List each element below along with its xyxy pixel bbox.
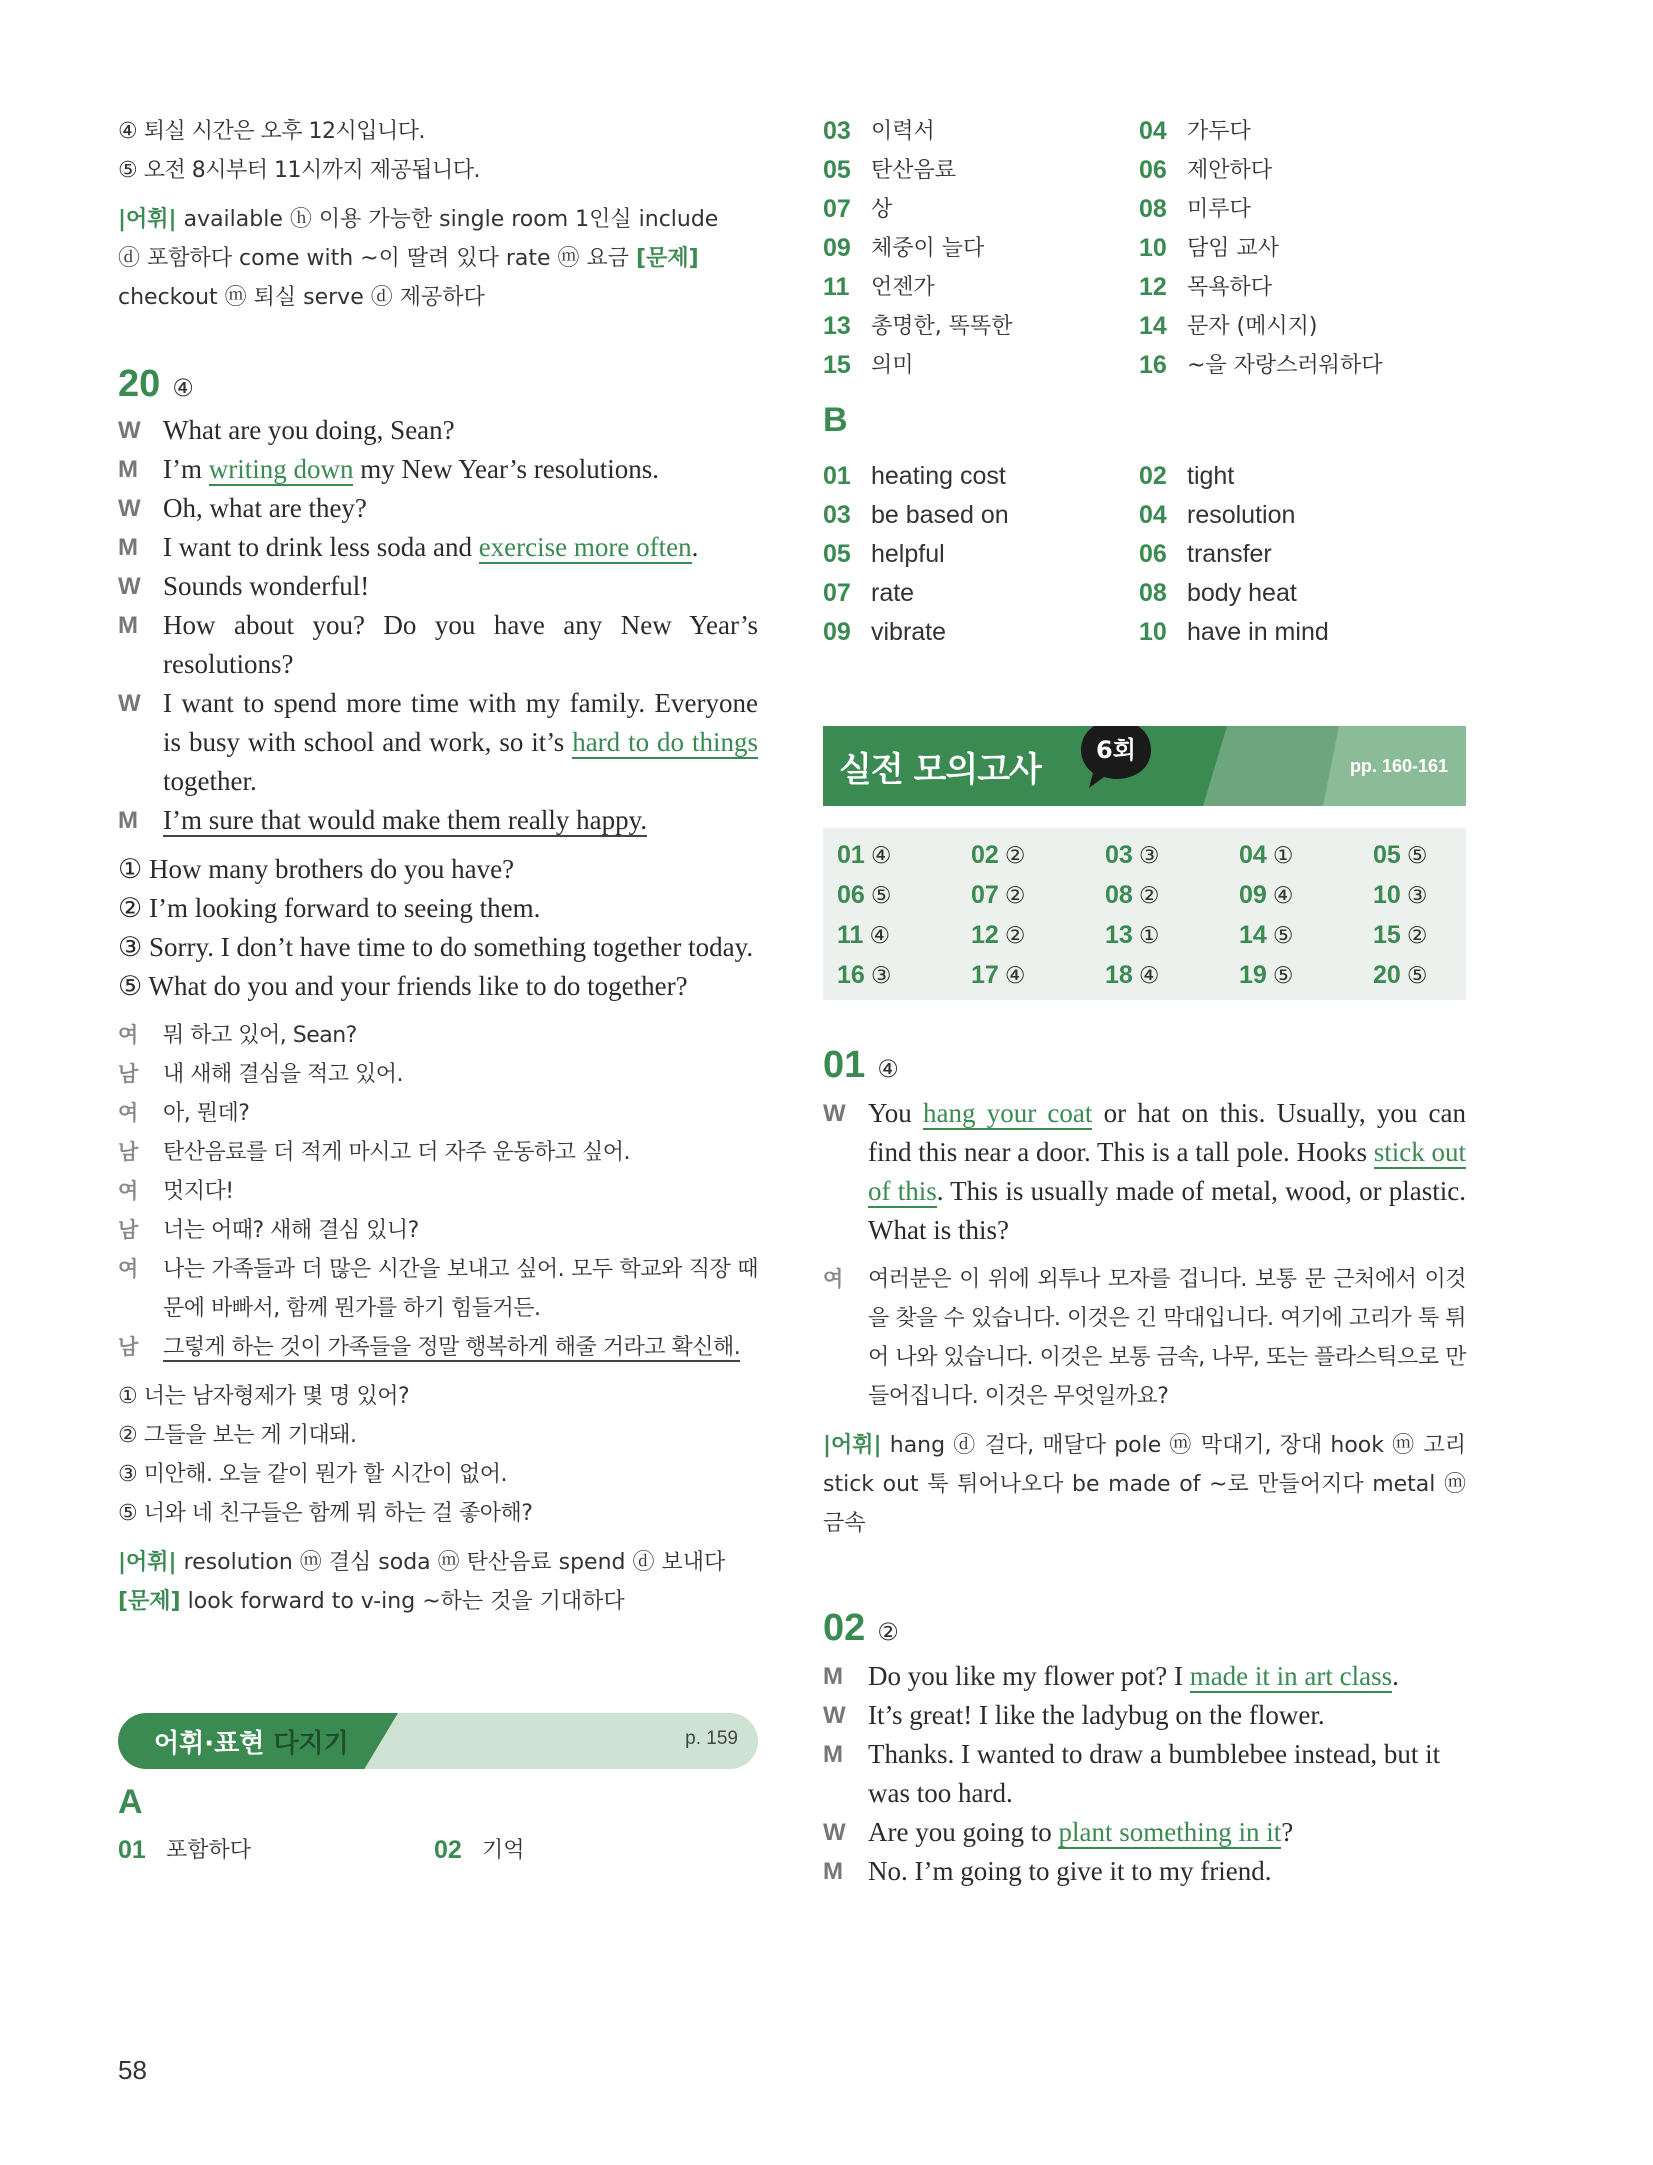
translation-line [118, 1094, 758, 1133]
dialogue-text: Do you like my flower pot? I [868, 1661, 1190, 1691]
answer-number: 20 [1373, 961, 1401, 989]
item-number: 10 [1139, 618, 1167, 646]
item-number: 05 [823, 156, 851, 184]
answer-choice: ⑤ [1406, 963, 1428, 989]
translation-text: 여러분은 이 위에 외투나 모자를 겁니다. 보통 문 근처에서 이것을 찾을 수 있습니다. 이것은 긴 막대입니다. 여기에 고리가 툭 튀어 나와 있습니다. 이것은 보통 금속, 나무, 또는 플라스틱으로 만들어집니다. 이것은 무엇일까요? [868, 1267, 1466, 1409]
answer-choice: ⑤ [1272, 923, 1294, 949]
monologue-01 [823, 1094, 1466, 1250]
question-answer: ④ [877, 1055, 899, 1083]
answer-cell [837, 876, 971, 916]
item-number: 04 [1139, 501, 1167, 529]
answer-row [823, 956, 1466, 996]
item-text: 가두다 [1187, 119, 1251, 144]
answer-row [823, 916, 1466, 956]
dialogue-line [118, 528, 758, 567]
speaker: M [118, 534, 138, 561]
round-label: 6회 [1096, 736, 1136, 764]
answer-number: 17 [971, 961, 999, 989]
speaker: 여 [118, 1179, 138, 1203]
item-text: 기억 [482, 1838, 525, 1863]
problem-tag: [문제] [118, 1589, 181, 1614]
item-text: rate [871, 579, 915, 607]
option-4-kr: ④ 퇴실 시간은 오후 12시입니다. [118, 119, 425, 144]
answer-cell [1105, 916, 1239, 956]
key-phrase: exercise more often [478, 532, 692, 562]
vocab-label: |어휘| [118, 207, 177, 232]
banner-title [154, 1723, 349, 1760]
vocab-item [1139, 112, 1455, 151]
dialogue-line [118, 606, 758, 684]
item-text: 의미 [871, 353, 914, 378]
dialogue-text: my New Year’s resolutions. [353, 454, 659, 484]
dialogue-text: No. I’m going to give it to my friend. [868, 1856, 1272, 1886]
item-text: tight [1187, 462, 1235, 490]
item-number: 06 [1139, 540, 1167, 568]
item-number: 01 [823, 462, 851, 490]
speaker: 여 [118, 1023, 138, 1047]
answer-cell [1239, 916, 1373, 956]
item-number: 05 [823, 540, 851, 568]
vocab-item [823, 574, 1139, 613]
option-kr: ③ 미안해. 오늘 같이 뭔가 할 시간이 없어. [118, 1462, 507, 1487]
answer-choice: ③ [1138, 843, 1160, 869]
answer-choice: ② [1004, 883, 1026, 909]
item-text: 체중이 늘다 [871, 236, 985, 261]
answer-cell [837, 916, 971, 956]
dialogue-line [118, 450, 758, 489]
answer-cell [837, 836, 971, 876]
option-kr: ① 너는 남자형제가 몇 명 있어? [118, 1384, 410, 1409]
dialogue-line [823, 1094, 1466, 1250]
answer-number: 14 [1239, 921, 1267, 949]
item-number: 11 [823, 273, 850, 301]
translation-line [118, 1172, 758, 1211]
speaker: M [823, 1663, 843, 1690]
answer-row [823, 836, 1466, 876]
answer-cell [971, 956, 1105, 996]
speaker: W [823, 1819, 846, 1846]
item-number: 02 [434, 1836, 462, 1864]
speaker: W [118, 690, 141, 717]
answer-cell [1239, 836, 1373, 876]
answer-number: 12 [971, 921, 999, 949]
key-phrase: made it in art class [1189, 1661, 1393, 1691]
section-letter-a: A [118, 1783, 143, 1821]
vocab-label: |어휘| [118, 1550, 177, 1575]
dialogue-text: I want to spend more time with my family. Everyone is busy with school and work, so it’s [163, 688, 758, 757]
dialogue-text: ? [1281, 1817, 1294, 1847]
answer-cell [1105, 956, 1239, 996]
dialogue-text: I’m [163, 454, 209, 484]
translation-line [118, 1328, 758, 1367]
option: ③ Sorry. I don’t have time to do something together today. [118, 932, 754, 962]
speaker: 남 [118, 1335, 138, 1359]
vocab-item [823, 112, 1139, 151]
vocab-item [823, 229, 1139, 268]
answer-choice: ① [1272, 843, 1294, 869]
translation-text: 아, 뭔데? [163, 1101, 250, 1126]
answer-cell [971, 836, 1105, 876]
item-number: 01 [118, 1836, 146, 1864]
dialogue-text: or hat on this. Usually, you can find this near a door. This is a tall pole. Hooks [868, 1098, 1467, 1167]
option-5-kr: ⑤ 오전 8시부터 11시까지 제공됩니다. [118, 158, 480, 183]
translation-text: 너는 어때? 새해 결심 있니? [163, 1218, 419, 1243]
answer-number: 01 [837, 841, 865, 869]
speaker: M [118, 456, 138, 483]
answer-row [823, 876, 1466, 916]
answer-cell [1373, 876, 1507, 916]
banner-title-b: 다지기 [273, 1729, 349, 1759]
banner-title: 실전 모의고사 [839, 750, 1041, 790]
section-a-continued [823, 112, 1466, 385]
answer-choice: ④ [870, 843, 892, 869]
vocab-item [823, 496, 1139, 535]
question-number: 01 [823, 1044, 866, 1086]
item-number: 14 [1139, 312, 1167, 340]
answer-choice: ④ [1138, 963, 1160, 989]
section-letter-b: B [823, 401, 848, 439]
answer-number: 09 [1239, 881, 1267, 909]
speaker: W [118, 495, 141, 522]
translation-line [823, 1260, 1466, 1416]
dialogue-text: together. [163, 766, 257, 796]
item-number: 03 [823, 117, 851, 145]
speaker: 남 [118, 1218, 138, 1242]
vocab-item [1139, 229, 1455, 268]
vocab-item [823, 190, 1139, 229]
dialogue-text: . [1392, 1661, 1399, 1691]
section-b-grid [823, 457, 1466, 652]
vocab-review-banner [118, 1713, 758, 1769]
answer-cell [1373, 836, 1507, 876]
translation-text: 그렇게 하는 것이 가족들을 정말 행복하게 해줄 거라고 확신해. [163, 1335, 741, 1360]
dialogue-line [118, 567, 758, 606]
question-number: 20 [118, 363, 161, 405]
answer-sentence: I’m sure that would make them really happy. [163, 805, 648, 835]
question-answer: ④ [172, 374, 194, 402]
translation-01 [823, 1260, 1466, 1416]
answer-number: 15 [1373, 921, 1401, 949]
answer-choice: ③ [1406, 883, 1428, 909]
vocab-item [1139, 496, 1455, 535]
option: ⑤ What do you and your friends like to do together? [118, 971, 688, 1001]
vocab-item [118, 1831, 434, 1870]
answer-number: 13 [1105, 921, 1133, 949]
answer-choice: ② [1004, 923, 1026, 949]
answer-choice: ② [1406, 923, 1428, 949]
translation-line [118, 1133, 758, 1172]
vocab-item [1139, 535, 1455, 574]
dialogue-line [118, 411, 758, 450]
banner-title-a: 어휘·표현 [154, 1729, 274, 1759]
item-number: 04 [1139, 117, 1167, 145]
translation-text: 내 새해 결심을 적고 있어. [163, 1062, 403, 1087]
answer-cell [1239, 956, 1373, 996]
answer-cell [971, 876, 1105, 916]
vocab-item [823, 613, 1139, 652]
key-phrase: plant something in it [1058, 1817, 1282, 1847]
dialogue-text: Oh, what are they? [163, 493, 367, 523]
speaker: W [823, 1702, 846, 1729]
item-number: 03 [823, 501, 851, 529]
item-number: 07 [823, 579, 851, 607]
dialogue-line [118, 684, 758, 801]
dialogue-line [823, 1813, 1466, 1852]
option: ② I’m looking forward to seeing them. [118, 893, 541, 923]
speaker: M [118, 807, 138, 834]
speaker: M [823, 1741, 843, 1768]
dialogue-text: How about you? Do you have any New Year’s resolutions? [163, 610, 758, 679]
answer-cell [1239, 876, 1373, 916]
item-text: 탄산음료 [871, 158, 957, 183]
answer-cell [1373, 916, 1507, 956]
item-text: 미루다 [1187, 197, 1251, 222]
answer-choice: ④ [1272, 883, 1294, 909]
item-number: 10 [1139, 234, 1167, 262]
speaker: W [118, 573, 141, 600]
answer-cell [1373, 956, 1507, 996]
answer-cell [1105, 876, 1239, 916]
answer-choice: ⑤ [870, 883, 892, 909]
vocab-item [1139, 307, 1455, 346]
answer-number: 19 [1239, 961, 1267, 989]
vocab-label: |어휘| [823, 1433, 882, 1458]
answer-number: 07 [971, 881, 999, 909]
item-number: 08 [1139, 579, 1167, 607]
question-01-header [823, 1044, 1466, 1094]
question-20-header [118, 363, 758, 411]
dialogue-text: You [868, 1098, 924, 1128]
dialogue-line [823, 1852, 1466, 1891]
speaker: 남 [118, 1062, 138, 1086]
translation-line [118, 1016, 758, 1055]
speaker: 여 [118, 1101, 138, 1125]
item-text: 포함하다 [166, 1838, 252, 1863]
key-phrase: stick out of this [868, 1137, 1467, 1206]
item-number: 16 [1139, 351, 1167, 379]
item-text: vibrate [871, 618, 947, 646]
dialogue-line [118, 489, 758, 528]
answer-number: 16 [837, 961, 865, 989]
dialogue-line [823, 1735, 1466, 1813]
key-phrase: writing down [208, 454, 354, 484]
translation-line [118, 1250, 758, 1328]
options-20 [118, 850, 758, 1006]
speech-bubble-icon [1075, 726, 1157, 796]
item-text: 상 [871, 197, 893, 222]
answer-number: 04 [1239, 841, 1267, 869]
answer-number: 06 [837, 881, 865, 909]
section-a-grid [118, 1831, 758, 1870]
right-column [823, 112, 1466, 1891]
item-text: have in mind [1187, 618, 1329, 646]
vocab-line: resolution ⓜ 결심 soda ⓜ 탄산음료 spend ⓓ 보내다 [183, 1550, 726, 1575]
vocab-item [823, 457, 1139, 496]
item-number: 12 [1139, 273, 1167, 301]
dialogue-text: I want to drink less soda and [163, 532, 479, 562]
speaker: 여 [823, 1267, 843, 1291]
key-phrase: hang your coat [923, 1098, 1093, 1128]
answer-key [823, 828, 1466, 1000]
answer-number: 05 [1373, 841, 1401, 869]
vocab-line: hang ⓓ 걸다, 매달다 pole ⓜ 막대기, 장대 hook ⓜ 고리 stick out 툭 튀어나오다 be made of ~로 만들어지다 metal ⓜ 금속 [823, 1433, 1466, 1536]
dialogue-text: . [691, 532, 699, 562]
vocab-item [823, 535, 1139, 574]
translation-text: 멋지다! [163, 1179, 234, 1204]
item-text: helpful [871, 540, 945, 568]
dialogue-02 [823, 1657, 1466, 1891]
banner-page-ref: pp. 160-161 [1349, 756, 1448, 776]
answer-cell [1105, 836, 1239, 876]
item-number: 15 [823, 351, 851, 379]
item-text: 문자 (메시지) [1187, 314, 1318, 339]
item-number: 09 [823, 618, 851, 646]
answer-number: 08 [1105, 881, 1133, 909]
vocab-item [1139, 574, 1455, 613]
answer-choice: ⑤ [1406, 843, 1428, 869]
question-answer: ② [877, 1618, 899, 1646]
page-number: 58 [118, 2055, 147, 2085]
vocab-item [1139, 268, 1455, 307]
vocab-item [823, 307, 1139, 346]
speaker: 남 [118, 1140, 138, 1164]
item-text: heating cost [871, 462, 1006, 490]
speaker: 여 [118, 1257, 138, 1281]
answer-choice: ① [1138, 923, 1160, 949]
item-text: transfer [1187, 540, 1272, 568]
dialogue-line [823, 1696, 1466, 1735]
vocab-item [1139, 457, 1455, 496]
answer-number: 11 [837, 921, 864, 949]
answer-number: 02 [971, 841, 999, 869]
item-number: 09 [823, 234, 851, 262]
item-number: 08 [1139, 195, 1167, 223]
vocab-item [823, 151, 1139, 190]
speaker: W [823, 1100, 846, 1127]
answer-number: 18 [1105, 961, 1133, 989]
practice-test-banner [823, 726, 1466, 806]
vocab-block-20 [118, 1543, 758, 1621]
vocab-line: checkout ⓜ 퇴실 serve ⓓ 제공하다 [118, 285, 485, 310]
left-column [118, 112, 758, 1870]
item-number: 06 [1139, 156, 1167, 184]
item-number: 07 [823, 195, 851, 223]
item-number: 13 [823, 312, 851, 340]
dialogue-line [118, 801, 758, 840]
item-text: be based on [871, 501, 1009, 529]
translation-text: 나는 가족들과 더 많은 시간을 보내고 싶어. 모두 학교와 직장 때문에 바빠서, 함께 뭔가를 하기 힘들거든. [163, 1257, 758, 1321]
problem-tag: [문제] [636, 246, 699, 271]
option: ① How many brothers do you have? [118, 854, 515, 884]
translation-20 [118, 1016, 758, 1367]
vocab-item [1139, 613, 1455, 652]
answer-cell [971, 916, 1105, 956]
vocab-item [1139, 190, 1455, 229]
answer-choice: ④ [1004, 963, 1026, 989]
dialogue-text: What are you doing, Sean? [163, 415, 455, 445]
answer-choice: ② [1138, 883, 1160, 909]
dialogue-20 [118, 411, 758, 840]
vocab-line: ⓓ 포함하다 come with ~이 딸려 있다 rate ⓜ 요금 [118, 246, 637, 271]
banner-page-ref: p. 159 [685, 1728, 738, 1749]
item-text: 목욕하다 [1187, 275, 1273, 300]
translation-text: 탄산음료를 더 적게 마시고 더 자주 운동하고 싶어. [163, 1140, 630, 1165]
vocab-item [434, 1831, 750, 1870]
vocab-item [823, 268, 1139, 307]
translation-line [118, 1055, 758, 1094]
key-phrase: hard to do things [572, 727, 758, 757]
question-02-header [823, 1607, 1466, 1657]
answer-choice: ⑤ [1272, 963, 1294, 989]
item-text: body heat [1187, 579, 1297, 607]
answer-choice: ② [1004, 843, 1026, 869]
vocab-line: look forward to v-ing ~하는 것을 기대하다 [187, 1589, 625, 1614]
item-text: 언젠가 [871, 275, 935, 300]
speaker: M [118, 612, 138, 639]
vocab-item [1139, 346, 1455, 385]
translation-line [118, 1211, 758, 1250]
option-kr: ② 그들을 보는 게 기대돼. [118, 1423, 357, 1448]
item-number: 02 [1139, 462, 1167, 490]
vocab-item [1139, 151, 1455, 190]
option-kr: ⑤ 너와 네 친구들은 함께 뭐 하는 걸 좋아해? [118, 1501, 533, 1526]
item-text: 담임 교사 [1187, 236, 1280, 261]
item-text: resolution [1187, 501, 1296, 529]
vocab-block-19 [118, 200, 758, 317]
item-text: 제안하다 [1187, 158, 1273, 183]
answer-number: 03 [1105, 841, 1133, 869]
item-text: 총명한, 똑똑한 [871, 314, 1013, 339]
dialogue-text: Sounds wonderful! [163, 571, 370, 601]
dialogue-text: Are you going to [868, 1817, 1059, 1847]
dialogue-line [823, 1657, 1466, 1696]
item-text: 이력서 [871, 119, 935, 144]
answer-number: 10 [1373, 881, 1401, 909]
dialogue-text: . This is usually made of metal, wood, or plastic. What is this? [868, 1176, 1466, 1245]
translation-text: 뭐 하고 있어, Sean? [163, 1023, 357, 1048]
dialogue-text: Thanks. I wanted to draw a bumblebee instead, but it was too hard. [868, 1739, 1441, 1808]
speaker: W [118, 417, 141, 444]
options-20-kr [118, 1377, 758, 1533]
vocab-line: available ⓗ 이용 가능한 single room 1인실 include [183, 207, 719, 232]
vocab-item [823, 346, 1139, 385]
item-text: ~을 자랑스러워하다 [1187, 353, 1383, 378]
question-number: 02 [823, 1607, 866, 1649]
speaker: M [823, 1858, 843, 1885]
vocab-block-01 [823, 1426, 1466, 1543]
dialogue-text: It’s great! I like the ladybug on the flower. [868, 1700, 1325, 1730]
answer-choice: ③ [870, 963, 892, 989]
answer-cell [837, 956, 971, 996]
answer-choice: ④ [869, 923, 891, 949]
